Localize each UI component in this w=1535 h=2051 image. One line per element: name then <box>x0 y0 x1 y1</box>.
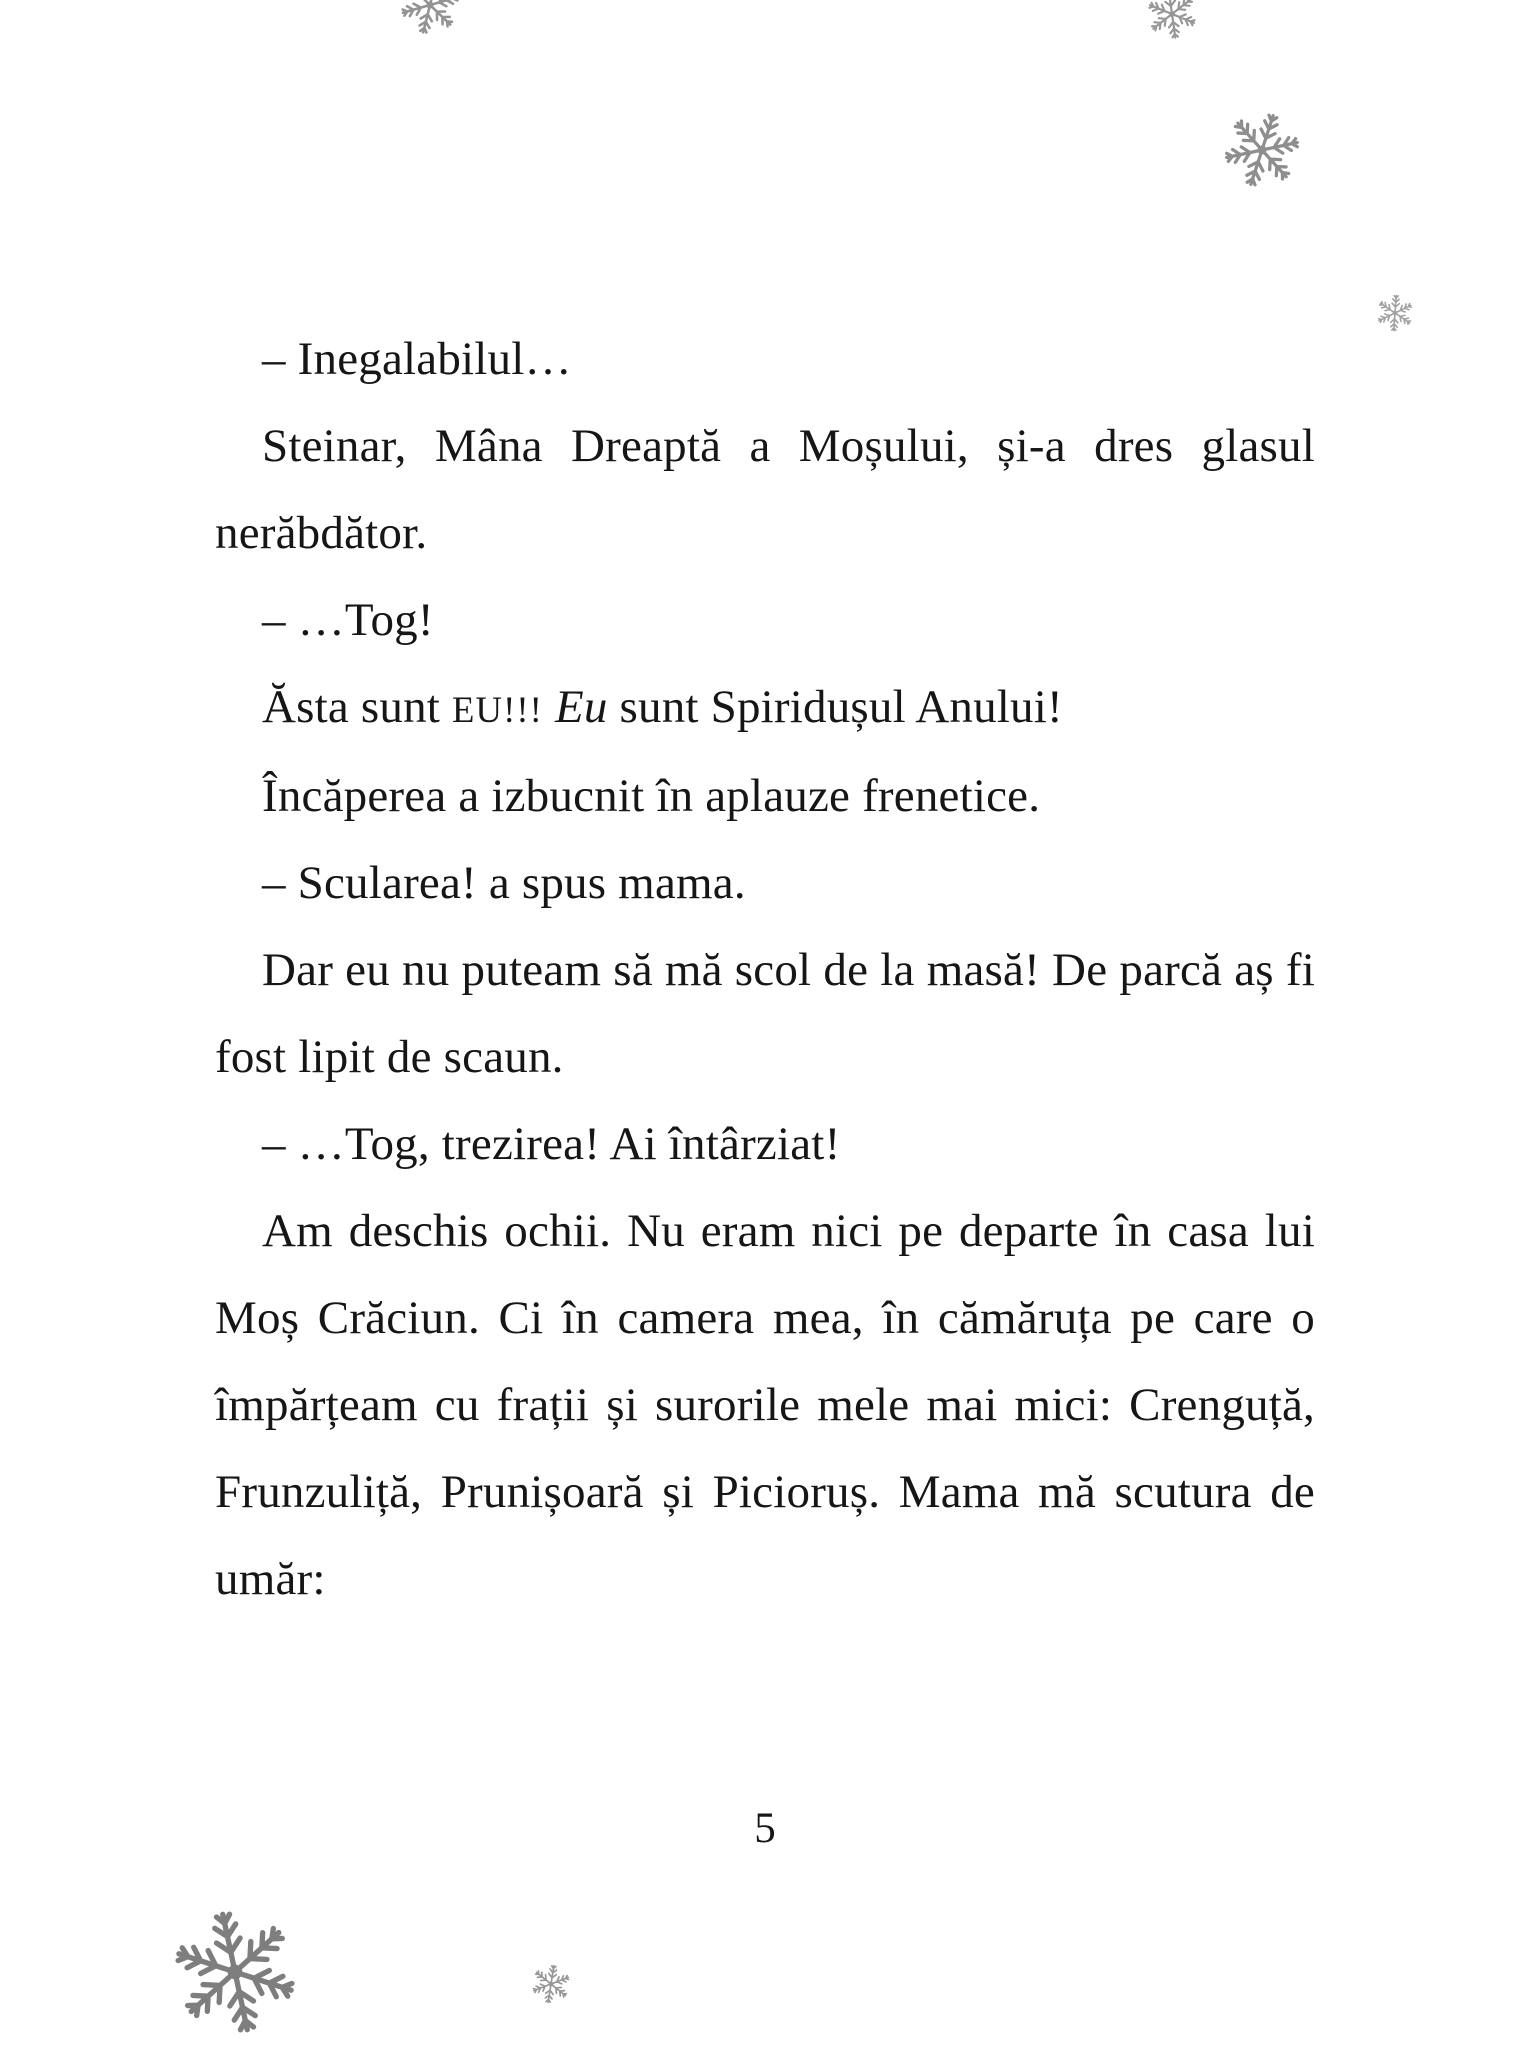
snowflake-top-right <box>1142 0 1203 44</box>
snowflake-bottom-left <box>156 1893 315 2051</box>
paragraph: – …Tog, trezirea! Ai întârziat! <box>262 1118 841 1170</box>
snowflake-right-small <box>1374 292 1417 335</box>
snowflake-right-large <box>1210 98 1313 201</box>
paragraph: Încăperea a izbucnit în aplauze frenetice. <box>262 770 1041 822</box>
page-number: 5 <box>754 1805 776 1852</box>
paragraph: Steinar, Mâna Dreaptă a Moșului, și-a dres glasul nerăbdător. <box>215 420 1315 559</box>
snowflake-bottom-center <box>527 1960 575 2008</box>
page-text <box>215 316 1315 1623</box>
paragraph: Am deschis ochii. Nu eram nici pe departe în casa lui Moș Crăciun. Ci în camera mea, în cămăruța pe care o împărțeam cu frații și surorile mele mai mici: Crenguță, Frunzuliță, Prunișoară și Picioruș. Mama mă scutura de umăr: <box>215 1205 1315 1605</box>
paragraph: Ăsta sunt EU!!! Eu sunt Spiridușul Anului! <box>262 681 1063 733</box>
paragraph: – Inegalabilul… <box>262 333 572 385</box>
paragraph: – …Tog! <box>262 594 434 646</box>
paragraph: Dar eu nu puteam să mă scol de la masă! De parcă aș fi fost lipit de scaun. <box>215 944 1315 1083</box>
paragraph: – Scularea! a spus mama. <box>262 857 746 909</box>
snowflake-top-left <box>391 0 469 44</box>
